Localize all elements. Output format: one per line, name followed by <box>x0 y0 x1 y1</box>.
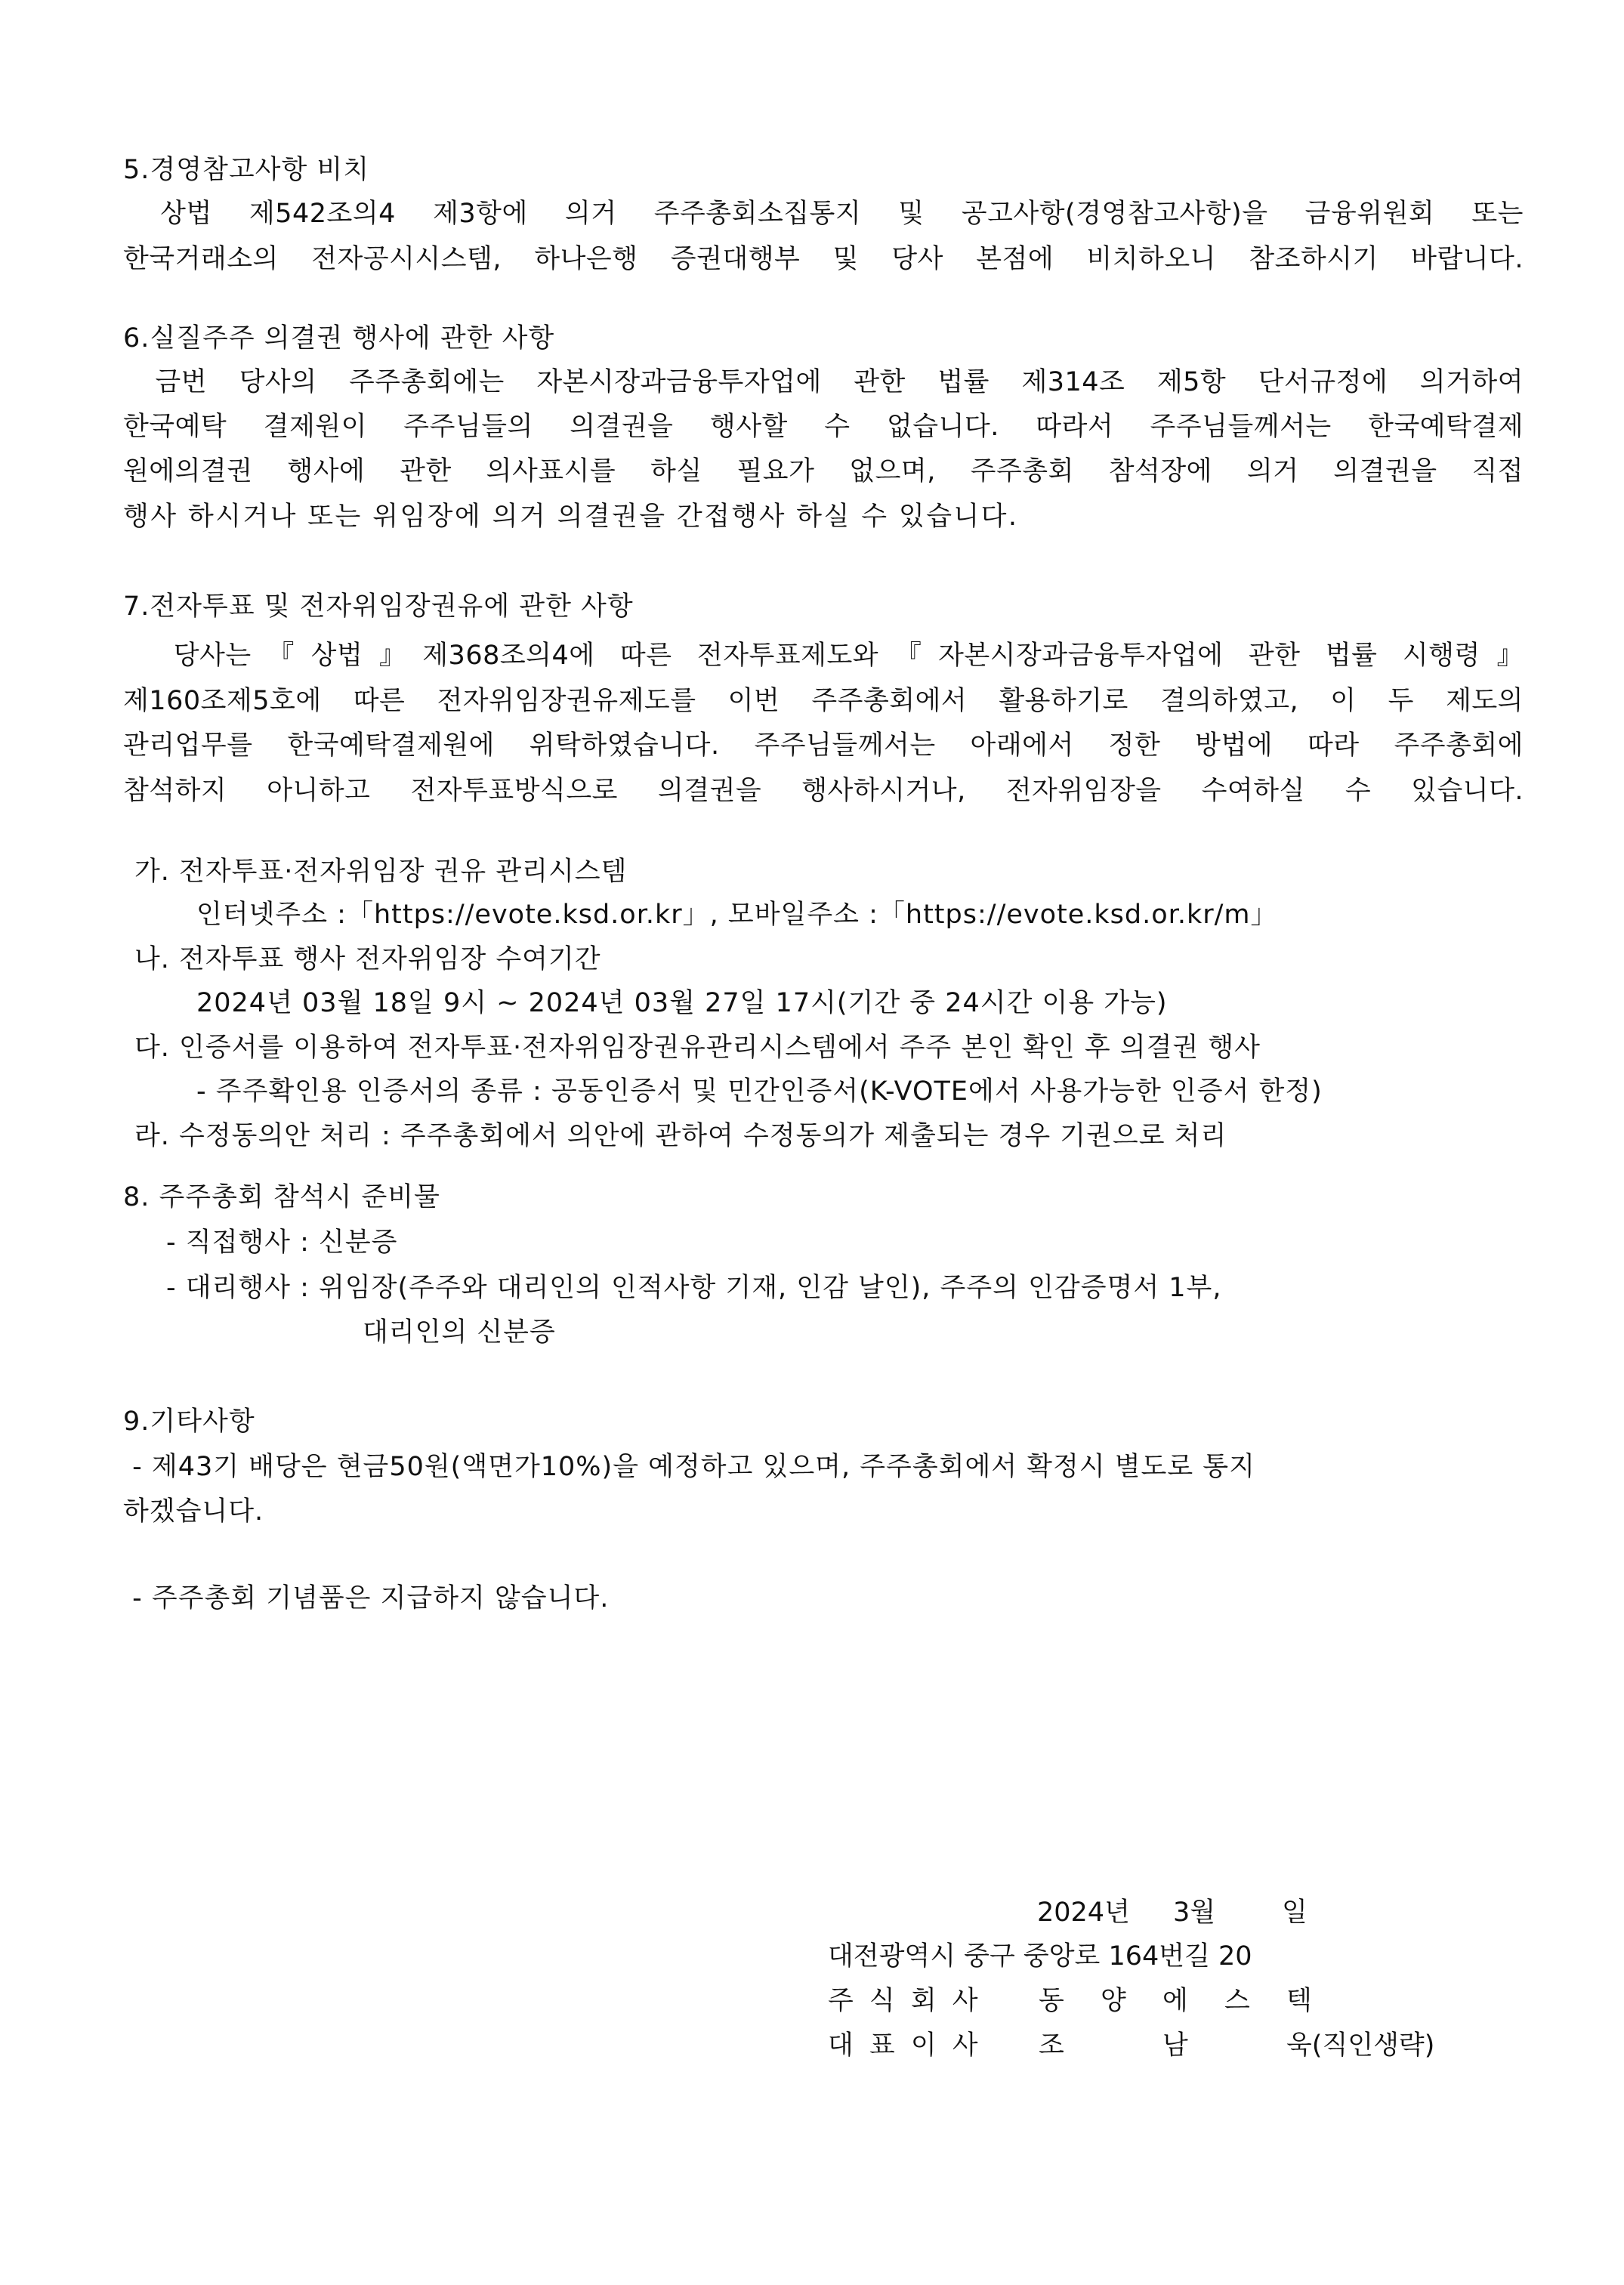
section-9-title: 9.기타사항 <box>123 1407 255 1437</box>
sig-company-char-3: 에 <box>1162 1986 1188 2016</box>
item-da: 다. 인증서를 이용하여 전자투표·전자위임장권유관리시스템에서 주주 본인 확인 후 의결권 행사 <box>134 1033 1261 1063</box>
section-8-direct: - 직접행사 : 신분증 <box>166 1227 398 1258</box>
section-6-line-1: 금번 당사의 주주총회에는 자본시장과금융투자업에 관한 법률 제314조 제5항 단서규정에 의거하여 <box>123 367 1524 397</box>
section-6-title: 6.실질주주 의결권 행사에 관한 사항 <box>123 323 555 354</box>
item-da-cert: - 주주확인용 인증서의 종류 : 공동인증서 및 민간인증서(K-VOTE에서 사용가능한 인증서 한정) <box>196 1076 1323 1107</box>
sig-day: 일 <box>1282 1897 1308 1928</box>
sig-year: 2024년 <box>1037 1897 1130 1928</box>
sig-ceo-char-2: 남 <box>1162 2030 1188 2061</box>
sig-ceo-char-1: 조 <box>1039 2030 1064 2061</box>
section-7-line-3: 관리업무를 한국예탁결제원에 위탁하였습니다. 주주님들께서는 아래에서 정한 방법에 따라 주주총회에 <box>123 730 1524 761</box>
sig-ceo-label: 대 표 이 사 <box>828 2030 982 2061</box>
item-ga-urls: 인터넷주소 :「https://evote.ksd.or.kr」, 모바일주소 :「https://evote.ksd.or.kr/m」 <box>196 900 1278 930</box>
section-6-line-4: 행사 하시거나 또는 위임장에 의거 의결권을 간접행사 하실 수 있습니다. <box>123 502 1019 532</box>
section-6-line-2: 한국예탁 결제원이 주주님들의 의결권을 행사할 수 없습니다. 따라서 주주님들께서는 한국예탁결제 <box>123 412 1524 442</box>
sig-month: 3월 <box>1173 1897 1216 1928</box>
section-7-line-1: 당사는『상법』제368조의4에 따른 전자투표제도와『자본시장과금융투자업에 관한 법률 시행령』 <box>123 641 1524 671</box>
section-7-line-2: 제160조제5호에 따른 전자위임장권유제도를 이번 주주총회에서 활용하기로 결의하였고, 이 두 제도의 <box>123 686 1524 716</box>
sig-ceo-char-3: 욱(직인생략) <box>1286 2030 1435 2061</box>
section-9-dividend: - 제43기 배당은 현금50원(액면가10%)을 예정하고 있으며, 주주총회에서 확정시 별도로 통지 <box>123 1452 1255 1482</box>
section-9-dividend-cont: 하겠습니다. <box>123 1496 264 1527</box>
section-8-title: 8. 주주총회 참석시 준비물 <box>123 1182 440 1212</box>
sig-company-char-1: 동 <box>1039 1986 1064 2016</box>
section-5-line-2: 한국거래소의 전자공시시스템, 하나은행 증권대행부 및 당사 본점에 비치하오니 참조하시기 바랍니다. <box>123 244 1524 274</box>
sig-address: 대전광역시 중구 중앙로 164번길 20 <box>828 1941 1252 1972</box>
section-7-title: 7.전자투표 및 전자위임장권유에 관한 사항 <box>123 591 634 622</box>
section-5-title: 5.경영참고사항 비치 <box>123 155 369 185</box>
sig-company-label: 주 식 회 사 <box>828 1986 982 2016</box>
item-ga: 가. 전자투표·전자위임장 권유 관리시스템 <box>134 857 628 887</box>
sig-company-char-2: 양 <box>1101 1986 1126 2016</box>
section-5-line-1: 상법 제542조의4 제3항에 의거 주주총회소집통지 및 공고사항(경영참고사항)을 금융위원회 또는 <box>123 199 1524 229</box>
section-8-proxy-id: 대리인의 신분증 <box>363 1317 556 1348</box>
item-na: 나. 전자투표 행사 전자위임장 수여기간 <box>134 944 601 974</box>
sig-company-char-5: 텍 <box>1286 1986 1312 2016</box>
section-6-line-3: 원에의결권 행사에 관한 의사표시를 하실 필요가 없으며, 주주총회 참석장에 의거 의결권을 직접 <box>123 456 1524 486</box>
section-7-line-4: 참석하지 아니하고 전자투표방식으로 의결권을 행사하시거나, 전자위임장을 수여하실 수 있습니다. <box>123 776 1524 806</box>
section-8-proxy: - 대리행사 : 위임장(주주와 대리인의 인적사항 기재, 인감 날인), 주주의 인감증명서 1부, <box>166 1273 1222 1303</box>
item-na-period: 2024년 03월 18일 9시 ~ 2024년 03월 27일 17시(기간 중 24시간 이용 가능) <box>196 988 1168 1018</box>
sig-company-char-4: 스 <box>1224 1986 1250 2016</box>
item-ra: 라. 수정동의안 처리 : 주주총회에서 의안에 관하여 수정동의가 제출되는 경우 기권으로 처리 <box>134 1121 1227 1151</box>
section-9-souvenir: - 주주총회 기념품은 지급하지 않습니다. <box>123 1583 610 1613</box>
